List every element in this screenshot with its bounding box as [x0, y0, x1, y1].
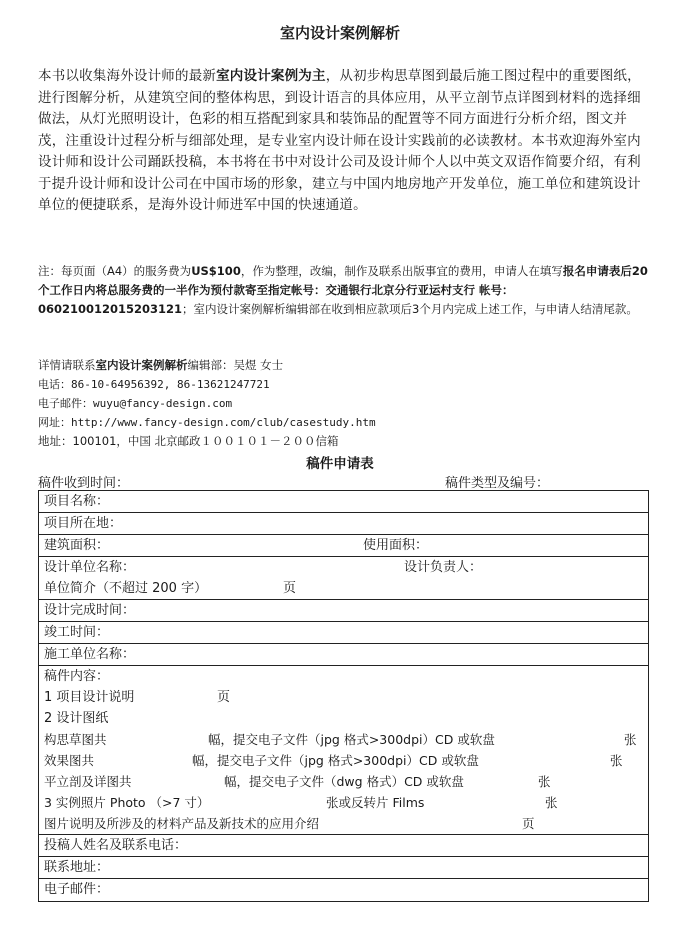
contact-address: 地址：100101，中国 北京邮政１００１０１－２００信箱 — [38, 434, 339, 448]
contact-prefix: 详情请联系 — [38, 358, 96, 372]
sketch-label: 构思草图共 — [44, 732, 107, 747]
contact-block — [38, 356, 648, 451]
contact-email: 电子邮件：wuyu@fancy-design.com — [38, 397, 233, 410]
photos-unit: 张 — [545, 795, 558, 810]
drawings-detail: 幅，提交电子文件（dwg 格式）CD 或软盘 — [224, 774, 464, 789]
form-row-content[interactable] — [39, 666, 648, 835]
content-item-1: 1 项目设计说明 — [44, 690, 135, 705]
form-row-design-unit[interactable] — [39, 557, 648, 600]
photos-films: 张或反转片 Films — [326, 795, 425, 810]
design-unit-label: 设计单位名称： — [44, 560, 136, 575]
fee-note-e: ；室内设计案例解析编辑部在收到相应款项后3个月内完成上述工作，与申请人结清尾款。 — [182, 302, 638, 316]
form-row-design-done[interactable] — [39, 600, 648, 622]
received-time-label: 稿件收到时间： — [38, 476, 130, 491]
contact-book-title: 室内设计案例解析 — [95, 358, 188, 372]
fee-note — [38, 262, 648, 319]
fee-note-a: 注：每页面（A4）的服务费为 — [38, 264, 192, 278]
content-item-1-page: 页 — [217, 690, 231, 705]
contact-editor-line — [38, 356, 648, 375]
unit-intro-page-label: 页 — [283, 581, 297, 596]
construction-unit-label: 施工单位名称： — [44, 647, 136, 662]
project-name-label: 项目名称： — [44, 494, 110, 509]
photos-label: 3 实例照片 Photo （>7 寸） — [44, 795, 210, 810]
sketch-detail: 幅，提交电子文件（jpg 格式>300dpi）CD 或软盘 — [208, 732, 495, 747]
manuscript-type-label: 稿件类型及编号： — [445, 476, 550, 491]
address-label: 联系地址： — [44, 860, 110, 875]
form-row-project-location[interactable] — [39, 513, 648, 535]
materials-intro-label: 图片说明及所涉及的材料产品及新技术的应用介绍 — [44, 816, 320, 831]
form-title: 稿件申请表 — [306, 456, 374, 472]
design-lead-label: 设计负责人： — [404, 560, 483, 575]
email-label: 电子邮件： — [44, 882, 110, 897]
application-form — [38, 490, 649, 902]
form-row-applicant[interactable] — [39, 835, 648, 857]
building-area-label: 建筑面积： — [44, 538, 110, 553]
unit-intro-label: 单位简介（不超过 200 字） — [44, 581, 208, 596]
contact-editor: 编辑部：吴煜 女士 — [187, 358, 284, 372]
form-row-area[interactable] — [39, 535, 648, 557]
fee-amount: US$100 — [191, 264, 241, 278]
form-row-email[interactable] — [39, 879, 648, 901]
rendering-label: 效果图共 — [44, 753, 95, 768]
drawings-unit: 张 — [538, 774, 551, 789]
sketch-unit: 张 — [624, 732, 637, 747]
content-item-2: 2 设计图纸 — [44, 711, 109, 726]
content-label: 稿件内容： — [44, 669, 110, 684]
fee-note-c: ，作为整理，改编，制作及联系出版事宜的费用，申请人在填写 — [240, 264, 563, 278]
form-row-address[interactable] — [39, 857, 648, 879]
form-row-construction-unit[interactable] — [39, 644, 648, 666]
fee-note-account: 报名申请表后20个工作日内将总服务费的一半作为预付款寄至指定帐号：交通银行北京分行亚运村支行 帐号：060210012015203121 — [38, 264, 648, 316]
usage-area-label: 使用面积： — [363, 538, 429, 553]
design-done-label: 设计完成时间： — [44, 603, 136, 618]
intro-text-start: 本书以收集海外设计师的最新 — [38, 68, 217, 84]
completion-label: 竣工时间： — [44, 625, 110, 640]
form-row-project-name[interactable] — [39, 491, 648, 513]
form-row-completion[interactable] — [39, 622, 648, 644]
applicant-label: 投稿人姓名及联系电话： — [44, 838, 188, 853]
form-header-row — [38, 472, 648, 490]
intro-paragraph — [38, 66, 648, 217]
rendering-unit: 张 — [610, 753, 623, 768]
contact-phone: 电话：86-10-64956392, 86-13621247721 — [38, 378, 270, 391]
intro-text-rest: ，从初步构思草图到最后施工图过程中的重要图纸，进行图解分析，从建筑空间的整体构思，到设计语言的具体应用，从平立剖节点详图到材料的选择细做法，从灯光照明设计，色彩的相互搭配到家具和装饰品的配置等不同方面进行分析介绍，图文并茂，注重设计过程分析与细部处理，是专业室内设计师在设计实践前的必读教材。本书欢迎海外室内设计师和设计公司踊跃投稿，本书将在书中对设计公司及设计师个人以中英文双语作简要介绍，有利于提升设计师和设计公司在中国市场的形象，建立与中国内地房地产开发单位，施工单位和建筑设计单位的便捷联系，是海外设计师进军中国的快速通道。 — [38, 68, 641, 213]
project-location-label: 项目所在地： — [44, 516, 123, 531]
intro-highlight: 室内设计案例为主 — [216, 68, 326, 84]
rendering-detail: 幅，提交电子文件（jpg 格式>300dpi）CD 或软盘 — [192, 753, 479, 768]
materials-intro-page: 页 — [522, 816, 535, 831]
drawings-label: 平立剖及详图共 — [44, 774, 132, 789]
contact-website: 网址：http://www.fancy-design.com/club/casestudy.htm — [38, 416, 376, 429]
page-title: 室内设计案例解析 — [279, 24, 400, 42]
